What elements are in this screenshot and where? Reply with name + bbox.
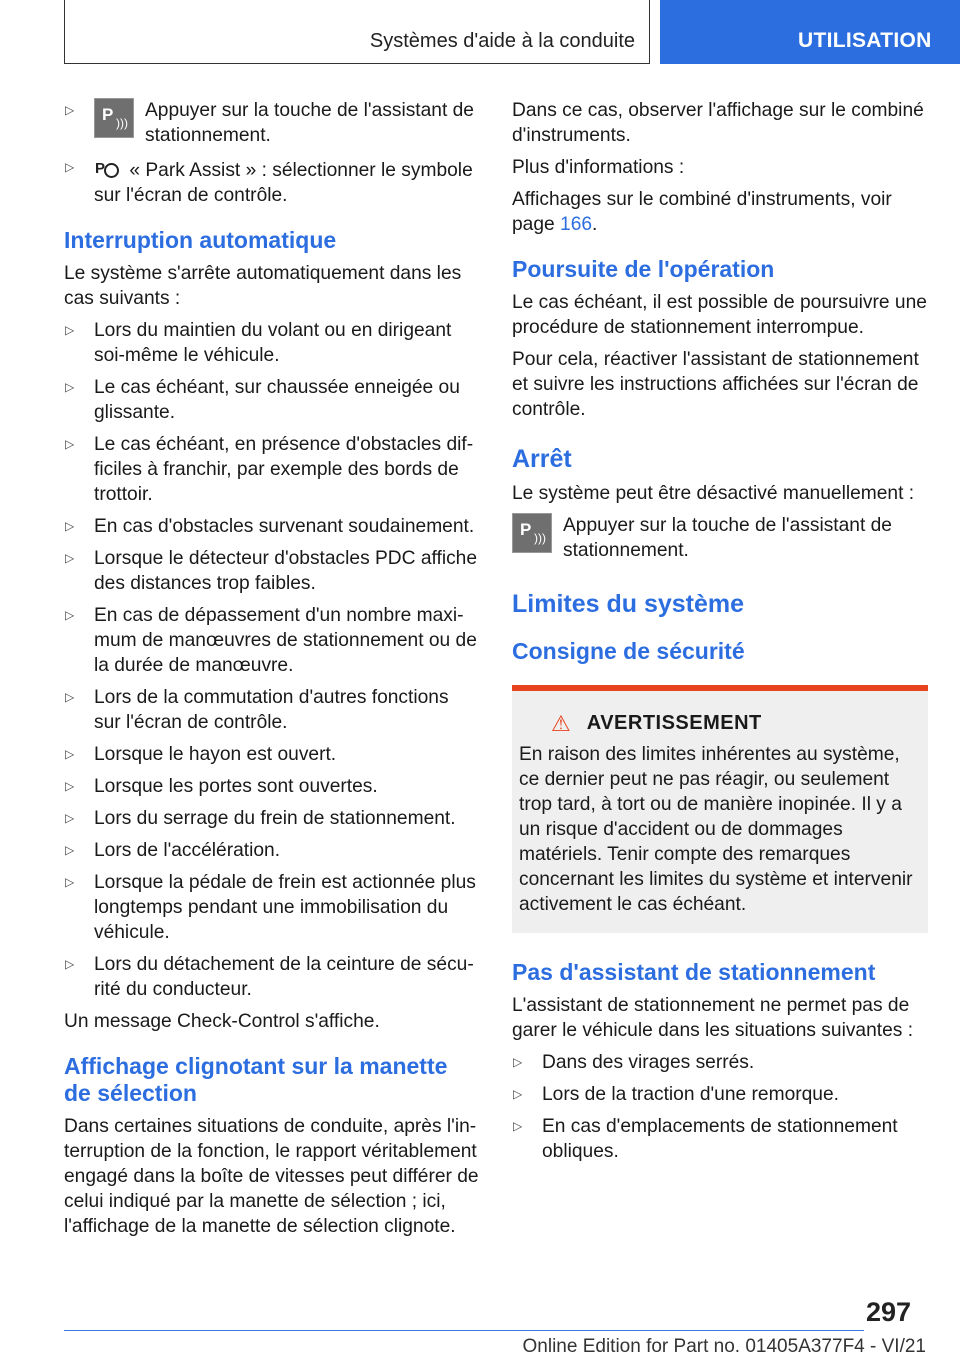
list-item-text: Lorsque les portes sont ouvertes. — [94, 776, 378, 797]
step-text: « Park Assist » : sélectionner le symbole sur l'écran de contrôle. — [94, 160, 473, 206]
list-item-text: Lorsque la pédale de frein est actionnée plus longtemps pendant une immobilisation du véhicule. — [94, 872, 476, 943]
list-item — [64, 742, 480, 767]
paragraph: Le système peut être désactivé manuellement : — [512, 483, 915, 504]
list-item — [64, 838, 480, 863]
list-item-text: Lors du serrage du frein de stationnement. — [94, 808, 456, 829]
bullet-arrow-icon: ▷ — [513, 1119, 523, 1133]
list-item-text: Lors du détachement de la ceinture de sécurité du conducteur. — [94, 954, 474, 1000]
list-item-text: En cas d'obstacles survenant soudainement. — [94, 516, 475, 537]
bullet-arrow-icon: ▷ — [65, 551, 75, 565]
list-item — [64, 603, 480, 678]
warning-box — [512, 685, 928, 933]
paragraph: Dans certaines situations de conduite, après l'interruption de la fonction, le rapport véritablement engagé dans la boîte de vitesses peut différer de celui indiqué par la manette de sélection ; ici, l'affichage de la manette de sélection clignote. — [64, 1116, 479, 1237]
list-item — [64, 952, 480, 1002]
bullet-arrow-icon: ▷ — [513, 1055, 523, 1069]
list-item — [64, 514, 480, 539]
step-text: Appuyer sur la touche de l'assistant de stationnement. — [563, 515, 892, 561]
bullet-arrow-icon: ▷ — [65, 519, 75, 533]
heading-resume: Poursuite de l'opération — [512, 256, 775, 282]
list-item-text: Lors de la commutation d'autres fonctions sur l'écran de contrôle. — [94, 687, 449, 733]
paragraph: Pour cela, réactiver l'assistant de stationnement et suivre les instructions affichées sur l'écran de contrôle. — [512, 349, 919, 420]
paragraph: Plus d'informations : — [512, 157, 685, 178]
bullet-arrow-icon: ▷ — [65, 437, 75, 451]
heading-safety: Consigne de sécurité — [512, 638, 745, 664]
list-item — [512, 1082, 928, 1107]
reference-end: . — [592, 214, 598, 235]
bullet-arrow-icon: ▷ — [65, 690, 75, 704]
list-item — [64, 546, 480, 596]
list-item — [64, 806, 480, 831]
list-item-text: En cas d'emplacements de stationnement obliques. — [542, 1116, 898, 1162]
list-item-text: Lors de la traction d'une remorque. — [542, 1084, 839, 1105]
park-assist-button-icon: P ))) — [94, 98, 134, 138]
icon-row — [512, 513, 928, 563]
left-column — [64, 98, 480, 1246]
reference-text: Affichages sur le combiné d'instruments, voir page — [512, 189, 892, 235]
heading-limits: Limites du système — [512, 590, 745, 618]
list-item-text: Lorsque le hayon est ouvert. — [94, 744, 337, 765]
list-item-text: Lors du maintien du volant ou en dirigeant soi-même le véhicule. — [94, 320, 452, 366]
list-item — [64, 375, 480, 425]
list-item-text: Dans des virages serrés. — [542, 1052, 755, 1073]
no-assist-list — [512, 1050, 928, 1164]
heading-blink: Affichage clignotant sur la manette de sélection — [64, 1053, 448, 1106]
paragraph: Le cas échéant, il est possible de poursuivre une procédure de stationnement interrompue. — [512, 292, 927, 338]
interruption-list — [64, 318, 480, 1002]
list-item-text: Le cas échéant, en présence d'obstacles difficiles à franchir, par exemple des bords de trottoir. — [94, 434, 474, 505]
bullet-arrow-icon: ▷ — [65, 380, 75, 394]
step-text: Appuyer sur la touche de l'assistant de stationnement. — [145, 100, 474, 146]
list-item — [64, 155, 480, 208]
right-column — [512, 98, 928, 1171]
page-link[interactable]: 166 — [560, 214, 593, 235]
list-item — [512, 1114, 928, 1164]
section-title: Systèmes d'aide à la conduite — [64, 0, 650, 64]
list-item — [64, 98, 480, 148]
park-assist-symbol-icon: P — [94, 155, 122, 179]
list-item-text: Lors de l'accélération. — [94, 840, 281, 861]
paragraph: Un message Check-Control s'affiche. — [64, 1011, 380, 1032]
bullet-arrow-icon: ▷ — [513, 1087, 523, 1101]
page-number: 297 — [866, 1297, 912, 1327]
bullet-arrow-icon: ▷ — [65, 957, 75, 971]
footer-edition: Online Edition for Part no. 01405A377F4 - VI/21 — [522, 1336, 926, 1357]
warning-triangle-icon: ⚠ — [551, 710, 571, 736]
cross-reference — [512, 187, 928, 237]
list-item — [64, 685, 480, 735]
footer-divider — [64, 1330, 864, 1331]
icon-row — [94, 98, 480, 148]
list-item-text: Le cas échéant, sur chaussée enneigée ou glissante. — [94, 377, 460, 423]
bullet-arrow-icon: ▷ — [65, 323, 75, 337]
paragraph: Le système s'arrête automatiquement dans les cas suivants : — [64, 263, 462, 309]
heading-interruption: Interruption automatique — [64, 227, 337, 253]
list-item — [64, 318, 480, 368]
list-item-text: En cas de dépassement d'un nombre maximum de manœuvres de stationnement ou de la durée de manœuvre. — [94, 605, 477, 676]
bullet-arrow-icon: ▷ — [65, 160, 75, 174]
list-item — [64, 774, 480, 799]
warning-title: AVERTISSEMENT — [586, 712, 762, 734]
warning-title-row — [519, 711, 921, 736]
bullet-arrow-icon: ▷ — [65, 608, 75, 622]
heading-stop: Arrêt — [512, 445, 572, 473]
bullet-arrow-icon: ▷ — [65, 843, 75, 857]
list-item-text: Lorsque le détecteur d'obstacles PDC affiche des distances trop faibles. — [94, 548, 478, 594]
bullet-arrow-icon: ▷ — [65, 875, 75, 889]
park-assist-button-icon: P ))) — [512, 513, 552, 553]
chapter-tab[interactable]: UTILISATION — [660, 0, 960, 64]
bullet-arrow-icon: ▷ — [65, 103, 75, 117]
list-item — [512, 1050, 928, 1075]
paragraph: Dans ce cas, observer l'affichage sur le combiné d'instruments. — [512, 100, 924, 146]
bullet-arrow-icon: ▷ — [65, 747, 75, 761]
warning-text: En raison des limites inhérentes au système, ce dernier peut ne pas réagir, ou seulement trop tard, à tort ou de manière inopinée. Il y a un risque d'accident ou de dommages matériels. Tenir compte des remarques concernant les limites du système et intervenir activement le cas échéant. — [519, 744, 913, 915]
page-header — [0, 0, 960, 66]
bullet-arrow-icon: ▷ — [65, 811, 75, 825]
steps-list — [64, 98, 480, 208]
list-item — [64, 432, 480, 507]
heading-no-assist: Pas d'assistant de stationnement — [512, 959, 876, 985]
list-item — [64, 870, 480, 945]
paragraph: L'assistant de stationnement ne permet pas de garer le véhicule dans les situations suivantes : — [512, 995, 914, 1041]
bullet-arrow-icon: ▷ — [65, 779, 75, 793]
